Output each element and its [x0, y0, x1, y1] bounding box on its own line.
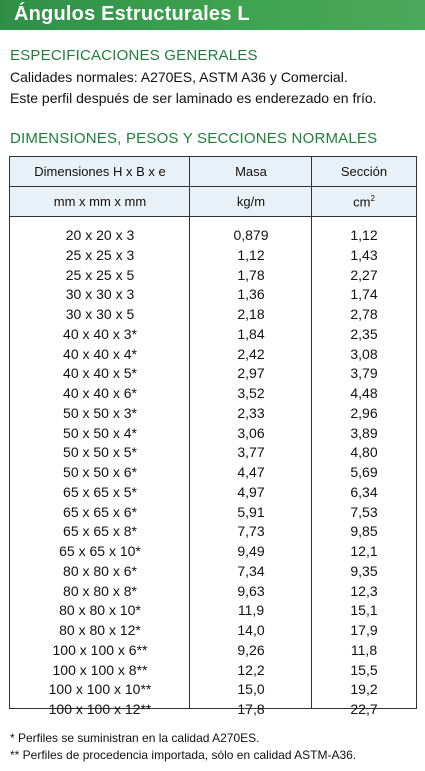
cell-dimensiones: 30 x 30 x 3: [65, 286, 135, 303]
cell-seccion: 3,79: [350, 365, 378, 382]
especificaciones-heading: ESPECIFICACIONES GENERALES: [10, 47, 258, 64]
cell-dimensiones: 100 x 100 x 12**: [48, 701, 152, 717]
cell-masa: 2,97: [237, 365, 265, 382]
table-row: [10, 346, 416, 366]
cell-masa: 11,9: [237, 602, 265, 619]
cell-dimensiones: 50 x 50 x 4*: [63, 424, 137, 441]
cell-masa: 0,879: [233, 227, 269, 243]
cell-masa: 4,47: [237, 464, 265, 480]
cell-dimensiones: 50 x 50 x 5*: [63, 444, 137, 461]
cell-dimensiones: 80 x 80 x 12*: [59, 622, 141, 638]
table-row: [10, 504, 416, 524]
cell-dimensiones: 25 x 25 x 5: [65, 266, 135, 283]
cell-masa: 7,34: [237, 562, 265, 579]
cell-masa: 12,2: [237, 661, 265, 678]
table-row: [10, 267, 416, 287]
cell-masa: 3,77: [237, 444, 265, 461]
cell-seccion: 4,48: [350, 385, 378, 401]
especificaciones-line-1: Calidades normales: A270ES, ASTM A36 y Comercial.: [10, 69, 348, 85]
unit-dimensiones: mm x mm x mm: [53, 194, 147, 209]
cell-seccion: 5,69: [350, 464, 378, 480]
table-row: [10, 484, 416, 504]
table-row: [10, 602, 416, 622]
cell-masa: 17,8: [237, 701, 265, 717]
table-row: [10, 622, 416, 642]
table-row: [10, 701, 416, 721]
cell-seccion: 1,43: [350, 246, 378, 263]
cell-seccion: 4,80: [350, 444, 378, 461]
cell-seccion: 15,5: [350, 661, 378, 678]
table-row: [10, 583, 416, 603]
unit-seccion-base: cm: [353, 194, 371, 210]
table-row: [10, 286, 416, 306]
table-row: [10, 306, 416, 326]
table-row: [10, 444, 416, 464]
cell-dimensiones: 40 x 40 x 4*: [63, 345, 137, 362]
table-row: [10, 523, 416, 543]
cell-masa: 3,06: [237, 424, 265, 441]
page-title: Ángulos Estructurales L: [14, 3, 250, 25]
table-row: [10, 563, 416, 583]
cell-dimensiones: 65 x 65 x 8*: [63, 523, 137, 540]
cell-dimensiones: 20 x 20 x 3: [65, 227, 135, 243]
header-dimensiones: Dimensiones H x B x e: [34, 164, 166, 179]
cell-dimensiones: 80 x 80 x 6*: [63, 562, 137, 579]
table-row: [10, 464, 416, 484]
dimensiones-heading: DIMENSIONES, PESOS Y SECCIONES NORMALES: [10, 130, 378, 147]
table-header-row: [10, 157, 416, 187]
cell-seccion: 12,3: [350, 582, 378, 599]
table-row: [10, 681, 416, 701]
cell-masa: 2,33: [237, 404, 265, 421]
cell-masa: 9,26: [237, 641, 265, 658]
table-row: [10, 642, 416, 662]
table-row: [10, 662, 416, 682]
table-row: [10, 543, 416, 563]
cell-masa: 15,0: [237, 681, 265, 698]
cell-seccion: 9,85: [350, 523, 378, 540]
cell-masa: 1,12: [237, 246, 265, 263]
cell-seccion: 2,35: [350, 325, 378, 342]
table-row: [10, 385, 416, 405]
cell-dimensiones: 50 x 50 x 3*: [63, 404, 137, 421]
cell-dimensiones: 30 x 30 x 5: [65, 306, 135, 322]
table-row: [10, 326, 416, 346]
cell-masa: 1,36: [237, 286, 265, 303]
cell-dimensiones: 65 x 65 x 10*: [59, 543, 141, 559]
unit-masa: kg/m: [236, 194, 266, 209]
cell-seccion: 2,96: [350, 404, 378, 421]
cell-dimensiones: 100 x 100 x 6**: [52, 641, 148, 658]
cell-seccion: 2,78: [350, 306, 378, 322]
cell-masa: 9,49: [237, 543, 265, 559]
cell-seccion: 2,27: [350, 266, 378, 283]
cell-dimensiones: 40 x 40 x 5*: [63, 365, 137, 382]
table-row: [10, 425, 416, 445]
cell-seccion: 15,1: [350, 602, 378, 619]
table-row: [10, 365, 416, 385]
cell-dimensiones: 100 x 100 x 8**: [52, 661, 148, 678]
cell-masa: 1,84: [237, 325, 265, 342]
cell-seccion: 3,08: [350, 345, 378, 362]
cell-dimensiones: 80 x 80 x 8*: [63, 582, 137, 599]
cell-seccion: 17,9: [350, 622, 378, 638]
cell-seccion: 9,35: [350, 562, 378, 579]
header-seccion: Sección: [340, 164, 388, 179]
table-row: [10, 227, 416, 247]
cell-masa: 14,0: [237, 622, 265, 638]
cell-seccion: 3,89: [350, 424, 378, 441]
cell-seccion: 12,1: [350, 543, 378, 559]
table-row: [10, 247, 416, 267]
cell-masa: 2,18: [237, 306, 265, 322]
cell-dimensiones: 40 x 40 x 6*: [63, 385, 137, 401]
cell-dimensiones: 50 x 50 x 6*: [63, 464, 137, 480]
cell-masa: 1,78: [237, 266, 265, 283]
cell-seccion: 7,53: [350, 503, 378, 520]
cell-masa: 3,52: [237, 385, 265, 401]
cell-dimensiones: 100 x 100 x 10**: [48, 681, 152, 698]
cell-dimensiones: 25 x 25 x 3: [65, 246, 135, 263]
dimensions-table: [9, 156, 417, 717]
header-masa: Masa: [235, 164, 267, 179]
footnote-1: * Perfiles se suministran en la calidad A270ES.: [10, 731, 260, 745]
cell-seccion: 1,74: [350, 286, 378, 303]
especificaciones-line-2: Este perfil después de ser laminado es enderezado en frío.: [10, 90, 377, 106]
table-row: [10, 405, 416, 425]
title-banner: [0, 0, 425, 30]
footnote-2: ** Perfiles de procedencia importada, sólo en calidad ASTM-A36.: [10, 748, 357, 762]
cell-masa: 4,97: [237, 483, 265, 500]
cell-masa: 2,42: [237, 345, 265, 362]
cell-dimensiones: 65 x 65 x 6*: [63, 503, 137, 520]
cell-seccion: 19,2: [350, 681, 378, 698]
cell-dimensiones: 40 x 40 x 3*: [63, 325, 137, 342]
cell-seccion: 6,34: [350, 483, 378, 500]
cell-masa: 7,73: [237, 523, 265, 540]
cell-seccion: 1,12: [350, 227, 378, 243]
unit-seccion-exponent: 2: [370, 194, 375, 203]
cell-dimensiones: 80 x 80 x 10*: [59, 602, 141, 619]
unit-seccion: [312, 194, 416, 209]
cell-dimensiones: 65 x 65 x 5*: [63, 483, 137, 500]
cell-masa: 9,63: [237, 582, 265, 599]
table-units-row: [10, 187, 416, 217]
cell-masa: 5,91: [237, 503, 265, 520]
cell-seccion: 22,7: [350, 701, 378, 717]
cell-seccion: 11,8: [350, 641, 378, 658]
